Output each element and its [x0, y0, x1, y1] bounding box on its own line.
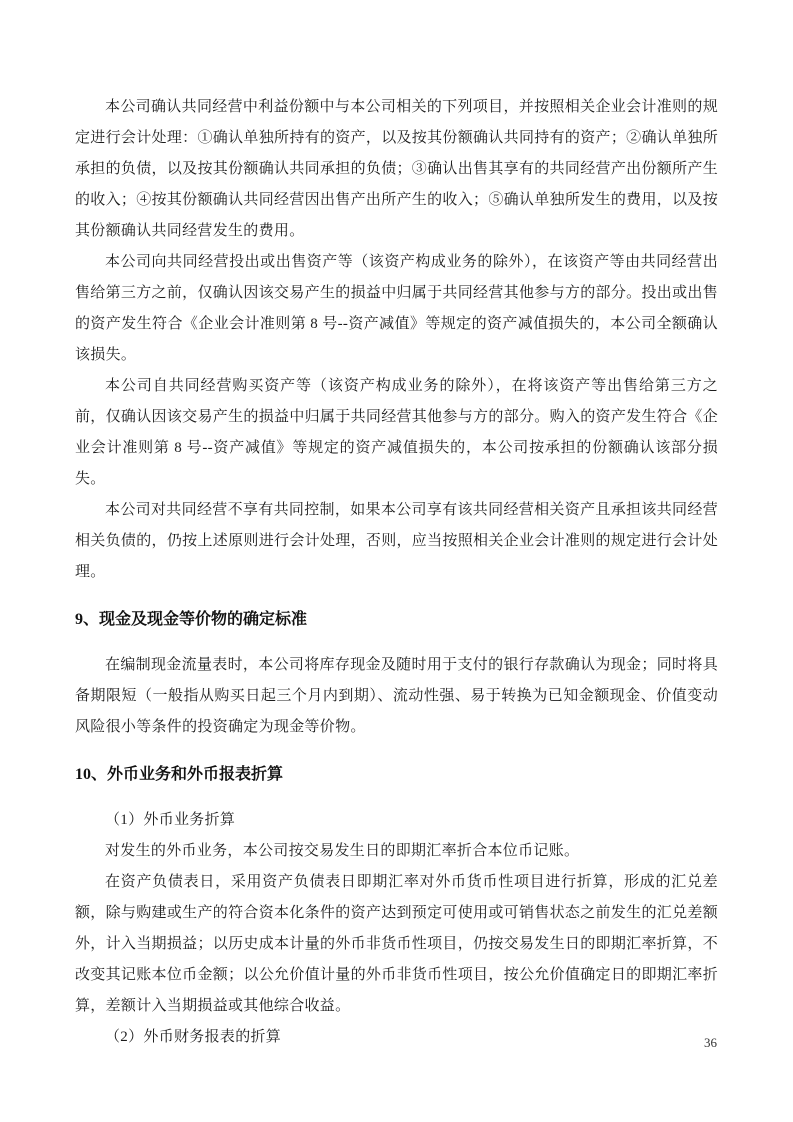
paragraph-joint-operation-asset-contribution: 本公司向共同经营投出或出售资产等（该资产构成业务的除外），在该资产等由共同经营出售给第三方之前，仅确认因该交易产生的损益中归属于共同经营其他参与方的部分。投出或出售的资产发生符合《企业会计准则第 8 号--资产减值》等规定的资产减值损失的，本公司全额确认该损失。	[75, 254, 718, 363]
paragraph-foreign-currency-spot-rate: 对发生的外币业务，本公司按交易发生日的即期汇率折合本位币记账。	[105, 843, 580, 859]
subheading-1-foreign-currency-business: （1）外币业务折算	[105, 812, 236, 828]
paragraph-joint-operation-asset-purchase: 本公司自共同经营购买资产等（该资产构成业务的除外），在将该资产等出售给第三方之前，仅确认因该交易产生的损益中归属于共同经营其他参与方的部分。购入的资产发生符合《企业会计准则第 8 号--资产减值》等规定的资产减值损失的，本公司按承担的份额确认该部分损失。	[75, 378, 718, 487]
document-body	[75, 92, 718, 1053]
paragraph-joint-operation-interest-recognition: 本公司确认共同经营中利益份额中与本公司相关的下列项目，并按照相关企业会计准则的规定进行会计处理：①确认单独所持有的资产，以及按其份额确认共同持有的资产；②确认单独所承担的负债，以及按其份额确认共同承担的负债；③确认出售其享有的共同经营产出份额所产生的收入；④按其份额确认共同经营因出售产出所产生的收入；⑤确认单独所发生的费用，以及按其份额确认共同经营发生的费用。	[75, 99, 718, 239]
paragraph-cash-equivalents-criteria: 在编制现金流量表时，本公司将库存现金及随时用于支付的银行存款确认为现金；同时将具备期限短（一般指从购买日起三个月内到期）、流动性强、易于转换为已知金额现金、价值变动风险很小等条件的投资确定为现金等价物。	[75, 657, 718, 735]
subheading-2-foreign-statement-translation: （2）外币财务报表的折算	[105, 1029, 282, 1045]
paragraph-joint-operation-no-joint-control: 本公司对共同经营不享有共同控制，如果本公司享有该共同经营相关资产且承担该共同经营相关负债的，仍按上述原则进行会计处理，否则，应当按照相关企业会计准则的规定进行会计处理。	[75, 502, 718, 580]
page-number: 36	[704, 1035, 717, 1050]
section-heading-10-foreign-currency: 10、外币业务和外币报表折算	[75, 766, 284, 783]
paragraph-balance-sheet-date-translation: 在资产负债表日，采用资产负债表日即期汇率对外币货币性项目进行折算，形成的汇兑差额，除与购建或生产的符合资本化条件的资产达到预定可使用或可销售状态之前发生的汇兑差额外，计入当期损益；以历史成本计量的外币非货币性项目，仍按交易发生日的即期汇率折算，不改变其记账本位币金额；以公允价值计量的外币非货币性项目，按公允价值确定日的即期汇率折算，差额计入当期损益或其他综合收益。	[75, 874, 718, 1014]
section-heading-9-cash-equivalents: 9、现金及现金等价物的确定标准	[75, 611, 308, 628]
